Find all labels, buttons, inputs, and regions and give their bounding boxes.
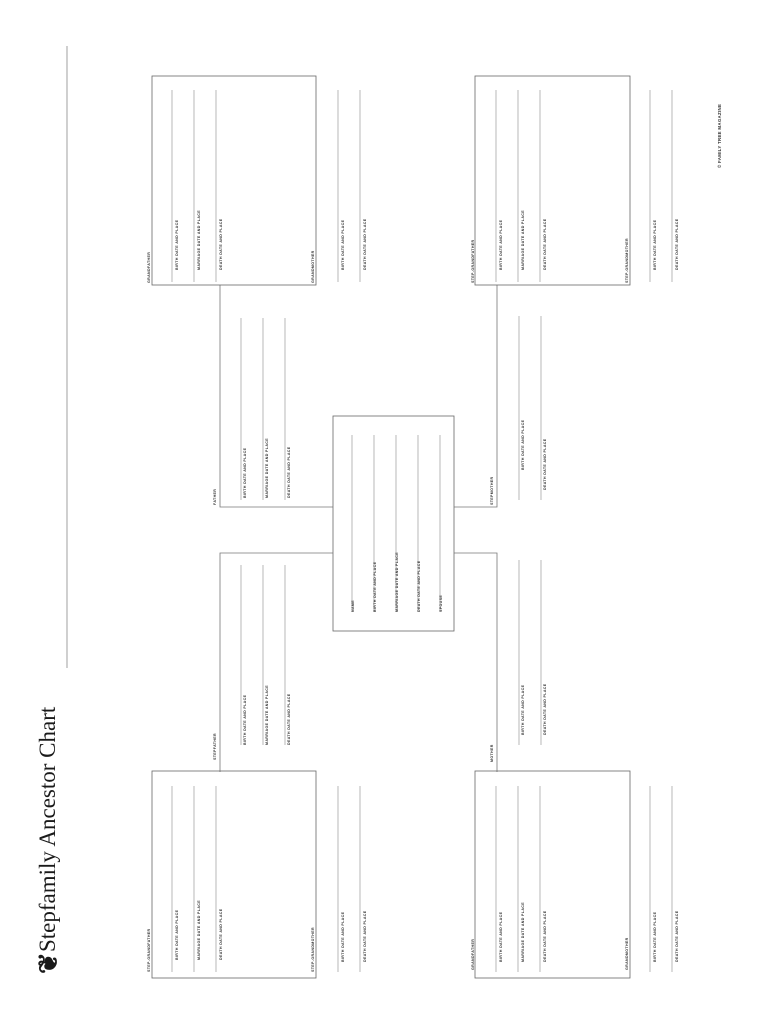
step-grandmother-label-right: STEP-GRANDMOTHER bbox=[625, 238, 629, 283]
maternal-grandparents-section bbox=[471, 771, 679, 978]
self-birth-label: BIRTH DATE AND PLACE bbox=[373, 561, 377, 612]
grandmother-label-top: GRANDMOTHER bbox=[311, 250, 315, 283]
gf2-death-label: DEATH DATE AND PLACE bbox=[543, 910, 547, 962]
tree-connectors bbox=[220, 285, 497, 772]
gm1-birth-label: BIRTH DATE AND PLACE bbox=[341, 219, 345, 270]
gm1-death-label: DEATH DATE AND PLACE bbox=[363, 218, 367, 270]
father-section bbox=[213, 318, 291, 505]
stepfather-section bbox=[213, 565, 291, 760]
step-grandfather-label-left: STEP-GRANDFATHER bbox=[147, 928, 151, 972]
sgm1-birth-label: BIRTH DATE AND PLACE bbox=[341, 911, 345, 962]
sgf1-birth-label: BIRTH DATE AND PLACE bbox=[175, 909, 179, 960]
sgm2-death-label: DEATH DATE AND PLACE bbox=[675, 218, 679, 270]
stepmother-label: STEPMOTHER bbox=[490, 476, 494, 505]
gf1-birth-label: BIRTH DATE AND PLACE bbox=[175, 219, 179, 270]
father-death-label: DEATH DATE AND PLACE bbox=[287, 446, 291, 498]
page-title: Stepfamily Ancestor Chart bbox=[35, 706, 60, 952]
mother-birth-label: BIRTH DATE AND PLACE bbox=[521, 684, 525, 735]
stepfather-marriage-label: MARRIAGE DATE AND PLACE bbox=[265, 685, 269, 745]
sgf2-birth-label: BIRTH DATE AND PLACE bbox=[499, 219, 503, 270]
gm2-death-label: DEATH DATE AND PLACE bbox=[675, 910, 679, 962]
father-marriage-label: MARRIAGE DATE AND PLACE bbox=[265, 438, 269, 498]
stepfather-label: STEPFATHER bbox=[213, 733, 217, 760]
stepfather-death-label: DEATH DATE AND PLACE bbox=[287, 693, 291, 745]
step-grandparents-left-section bbox=[147, 771, 367, 978]
grandmother-label-bottom: GRANDMOTHER bbox=[625, 937, 629, 970]
gf2-marriage-label: MARRIAGE DATE AND PLACE bbox=[521, 902, 525, 962]
family-tree-glyph-icon: ❦ bbox=[34, 952, 64, 974]
sgm2-birth-label: BIRTH DATE AND PLACE bbox=[653, 219, 657, 270]
sgf2-death-label: DEATH DATE AND PLACE bbox=[543, 218, 547, 270]
spouse-label: SPOUSE bbox=[439, 594, 443, 612]
sgf1-death-label: DEATH DATE AND PLACE bbox=[219, 908, 223, 960]
self-box bbox=[333, 416, 454, 631]
step-grandmother-label-left: STEP-GRANDMOTHER bbox=[311, 927, 315, 972]
self-fields bbox=[351, 435, 443, 612]
self-death-label: DEATH DATE AND PLACE bbox=[417, 560, 421, 612]
father-label: FATHER bbox=[213, 488, 217, 505]
stepmother-death-label: DEATH DATE AND PLACE bbox=[543, 438, 547, 490]
grandfather-label-bottom: GRANDFATHER bbox=[471, 938, 475, 970]
name-label: NAME bbox=[351, 600, 355, 612]
sgm1-death-label: DEATH DATE AND PLACE bbox=[363, 910, 367, 962]
stepmother-birth-label: BIRTH DATE AND PLACE bbox=[521, 419, 525, 470]
mother-death-label: DEATH DATE AND PLACE bbox=[543, 683, 547, 735]
copyright-text: © FAMILY TREE MAGAZINE bbox=[717, 103, 722, 168]
gf2-birth-label: BIRTH DATE AND PLACE bbox=[499, 911, 503, 962]
self-marriage-label: MARRIAGE DATE AND PLACE bbox=[395, 552, 399, 612]
sgf2-marriage-label: MARRIAGE DATE AND PLACE bbox=[521, 210, 525, 270]
title-group bbox=[34, 706, 64, 974]
step-grandfather-label-right: STEP-GRANDFATHER bbox=[471, 239, 475, 283]
paternal-grandparents-section bbox=[147, 76, 367, 285]
mother-section bbox=[490, 560, 547, 762]
grandfather-label-top: GRANDFATHER bbox=[147, 251, 151, 283]
father-birth-label: BIRTH DATE AND PLACE bbox=[243, 447, 247, 498]
mother-label: MOTHER bbox=[490, 744, 494, 762]
gf1-marriage-label: MARRIAGE DATE AND PLACE bbox=[197, 210, 201, 270]
sgf1-marriage-label: MARRIAGE DATE AND PLACE bbox=[197, 900, 201, 960]
stepmother-section bbox=[490, 316, 547, 505]
gm2-birth-label: BIRTH DATE AND PLACE bbox=[653, 911, 657, 962]
stepfather-birth-label: BIRTH DATE AND PLACE bbox=[243, 694, 247, 745]
gf1-death-label: DEATH DATE AND PLACE bbox=[219, 218, 223, 270]
step-grandparents-right-section bbox=[471, 76, 679, 285]
